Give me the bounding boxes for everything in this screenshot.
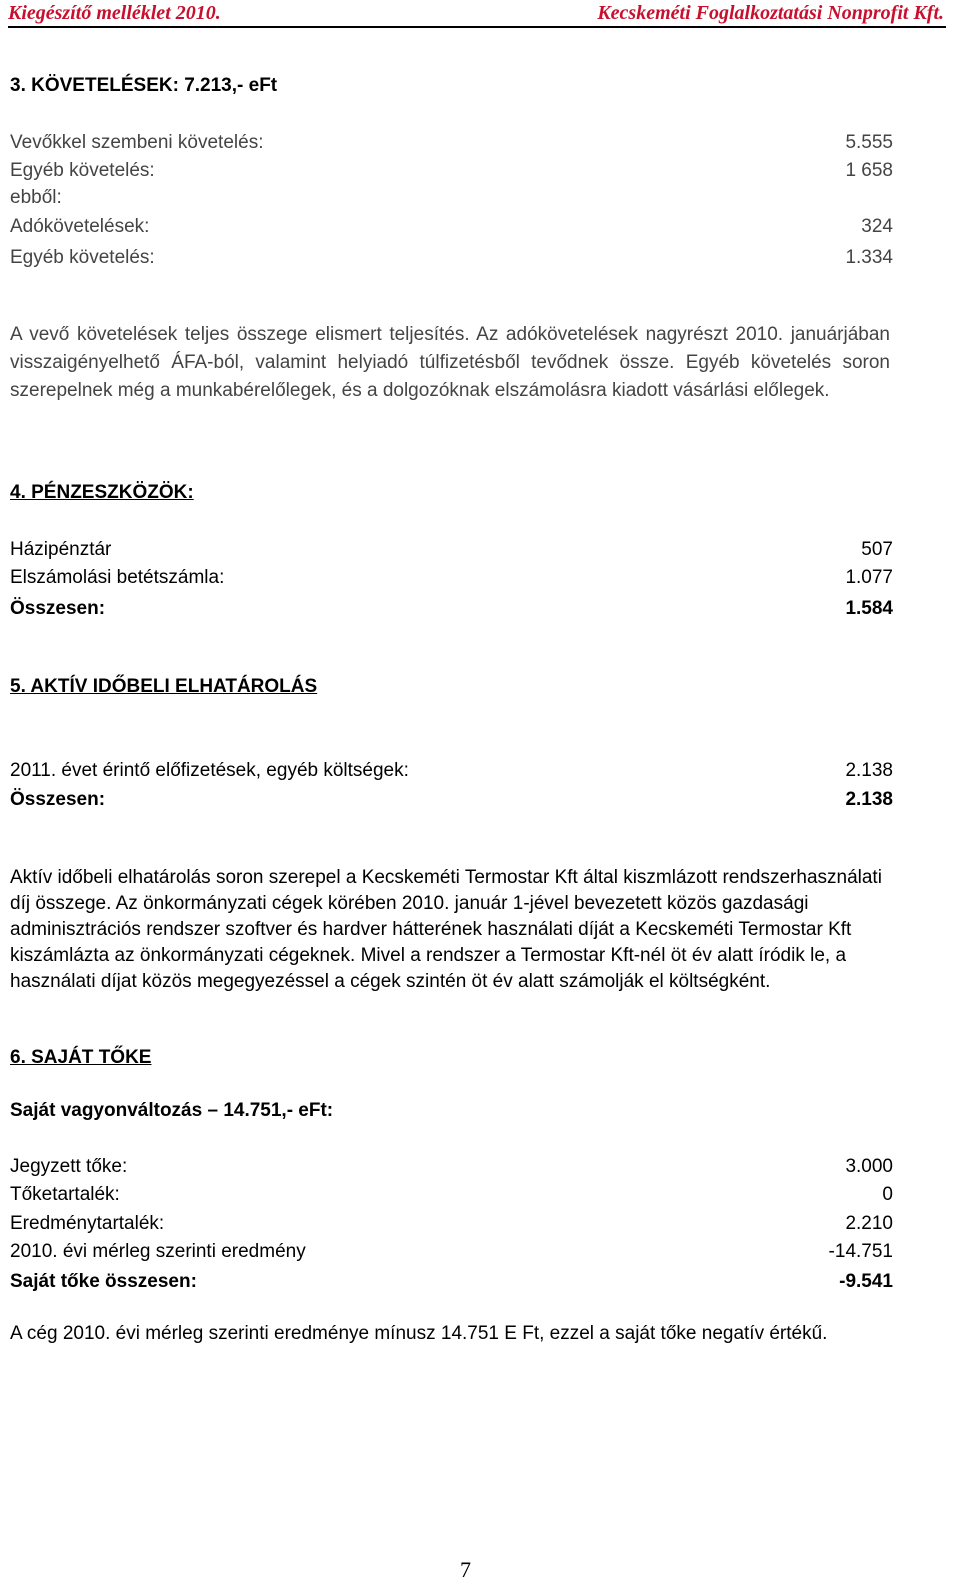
sec3-row-value: 324 <box>861 216 893 237</box>
sec3-row-label: Egyéb követelés: <box>10 247 155 268</box>
header-right-company: Kecskeméti Foglalkoztatási Nonprofit Kft. <box>597 2 944 24</box>
page-header <box>8 0 946 28</box>
sec4-row-label: Házipénztár <box>10 539 112 560</box>
page-number: 7 <box>460 1557 471 1582</box>
sec3-row-label: ebből: <box>10 187 62 208</box>
sec6-paragraph: A cég 2010. évi mérleg szerinti eredménye mínusz 14.751 E Ft, ezzel a saját tőke negatív értékű. <box>10 1323 828 1344</box>
sec5-paragraph: Aktív időbeli elhatárolás soron szerepel a Kecskeméti Termostar Kft által kiszmlázott rendszerhasználati díj összege. Az önkormányzati cégek körében 2010. január 1-jével bevezetett közös gazdasági adminisztrációs rendszer szoftver és hardver hátterének használati díját a Kecskeméti Termostar Kft kiszámlázta az önkormányzati cégeknek. Mivel a rendszer a Termostar Kft-nél öt év alatt íródik le, a használati díjat közös megegyezéssel a cégek szintén öt év alatt számolják el költségként. <box>10 867 882 992</box>
sec5-total-value: 2.138 <box>845 789 893 810</box>
sec6-row-value: 0 <box>882 1184 893 1205</box>
sec4-row-value: 1.077 <box>845 567 893 588</box>
section-3-title: 3. KÖVETELÉSEK: 7.213,- eFt <box>10 75 278 96</box>
sec3-paragraph: A vevő követelések teljes összege elismert teljesítés. Az adókövetelések nagyrészt 2010. januárjában visszaigényelhető ÁFA-ból, valamint helyiadó túlfizetésből tevődnek össze. Egyéb követelés soron szerepelnek még a munkabérelőlegek, és a dolgozóknak elszámolásra kiadott vásárlási előlegek. <box>10 324 890 401</box>
sec4-total-label: Összesen: <box>10 598 106 619</box>
sec3-row-label: Egyéb követelés: <box>10 160 155 181</box>
sec6-total-value: -9.541 <box>839 1271 893 1292</box>
sec3-row-value: 1.334 <box>845 247 893 268</box>
sec4-total-value: 1.584 <box>845 598 893 619</box>
section-4-title: 4. PÉNZESZKÖZÖK: <box>10 482 194 503</box>
sec5-row-value: 2.138 <box>845 760 893 781</box>
section-6-title: 6. SAJÁT TŐKE <box>10 1047 152 1068</box>
sec6-row-label: Jegyzett tőke: <box>10 1156 128 1177</box>
header-left-title: Kiegészítő melléklet 2010. <box>8 2 221 24</box>
sec3-row-label: Vevőkkel szembeni követelés: <box>10 132 264 153</box>
sec3-row-label: Adókövetelések: <box>10 216 150 237</box>
sec4-row-value: 507 <box>861 539 893 560</box>
sec3-row-value: 1 658 <box>845 160 893 181</box>
sec4-row-label: Elszámolási betétszámla: <box>10 567 225 588</box>
sec6-row-value: -14.751 <box>828 1241 893 1262</box>
sec6-row-label: Eredménytartalék: <box>10 1213 165 1234</box>
sec5-total-label: Összesen: <box>10 789 106 810</box>
sec3-row-value: 5.555 <box>845 132 893 153</box>
sec6-total-label: Saját tőke összesen: <box>10 1271 197 1292</box>
sec5-row-label: 2011. évet érintő előfizetések, egyéb költségek: <box>10 760 409 781</box>
sec6-row-label: 2010. évi mérleg szerinti eredmény <box>10 1241 306 1262</box>
sec6-row-value: 2.210 <box>845 1213 893 1234</box>
sec6-subtitle: Saját vagyonváltozás – 14.751,- eFt: <box>10 1100 334 1121</box>
sec6-row-value: 3.000 <box>845 1156 893 1177</box>
sec6-row-label: Tőketartalék: <box>10 1184 120 1205</box>
section-5-title: 5. AKTÍV IDŐBELI ELHATÁROLÁS <box>10 676 318 697</box>
